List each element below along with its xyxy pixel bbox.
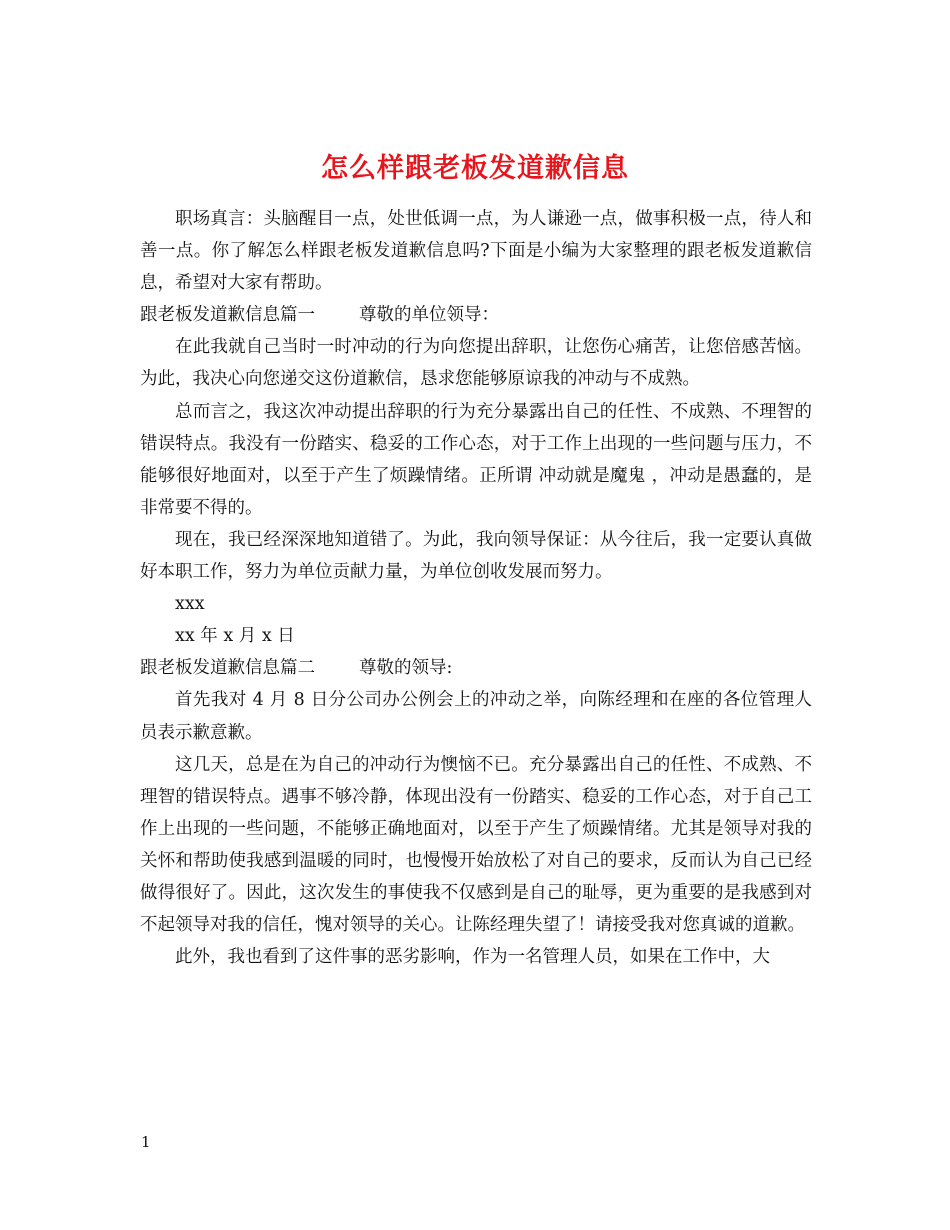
section2-paragraph-3: 此外，我也看到了这件事的恶劣影响，作为一名管理人员，如果在工作中，大 xyxy=(175,947,770,968)
section2-paragraph-2: 这几天，总是在为自己的冲动行为懊恼不已。充分暴露出自己的任性、不成熟、不理智的错误特点。遇事不够冷静，体现出没有一份踏实、稳妥的工作心态，对于自己工作上出现的一些问题，不能够正确地面对，以至于产生了烦躁情绪。尤其是领导对我的关怀和帮助使我感到温暖的同时，也慢慢开始放松了对自己的要求，反而认为自己已经做得很好了。因此，这次发生的事使我不仅感到是自己的耻辱，更为重要的是我感到对不起领导对我的信任，愧对领导的关心。让陈经理失望了！请接受我对您真诚的道歉。 xyxy=(140,754,812,936)
section1-date: xx 年 x 月 x 日 xyxy=(175,626,295,647)
section1-header-line xyxy=(140,299,812,331)
section2-header-line xyxy=(140,652,812,684)
section1-heading: 跟老板发道歉信息篇一 xyxy=(140,305,315,326)
section1-paragraph-3: 现在，我已经深深地知道错了。为此，我向领导保证：从今往后，我一定要认真做好本职工作，努力为单位贡献力量，为单位创收发展而努力。 xyxy=(140,529,812,583)
document-title: 怎么样跟老板发道歉信息 xyxy=(321,153,629,185)
page-number: 1 xyxy=(141,1133,151,1151)
section2-salutation: 尊敬的领导: xyxy=(359,658,453,679)
section1-paragraph-1: 在此我就自己当时一时冲动的行为向您提出辞职，让您伤心痛苦，让您倍感苦恼。为此，我决心向您递交这份道歉信，恳求您能够原谅我的冲动与不成熟。 xyxy=(140,337,812,390)
section1-paragraph-2: 总而言之，我这次冲动提出辞职的行为充分暴露出自己的任性、不成熟、不理智的错误特点。我没有一份踏实、稳妥的工作心态，对于工作上出现的一些问题与压力，不能够很好地面对，以至于产生了烦躁情绪。正所谓 冲动就是魔鬼 ，冲动是愚蠢的，是非常要不得的。 xyxy=(140,401,812,518)
intro-paragraph: 职场真言：头脑醒目一点，处世低调一点，为人谦逊一点，做事积极一点，待人和善一点。你了解怎么样跟老板发道歉信息吗?下面是小编为大家整理的跟老板发道歉信息，希望对大家有帮助。 xyxy=(140,209,812,294)
document-body xyxy=(140,203,812,973)
section2-paragraph-1: 首先我对 4 月 8 日分公司办公例会上的冲动之举，向陈经理和在座的各位管理人员表示歉意歉。 xyxy=(140,690,812,743)
section2-heading: 跟老板发道歉信息篇二 xyxy=(140,658,315,679)
section1-salutation: 尊敬的单位领导： xyxy=(359,305,499,326)
section1-signature: xxx xyxy=(175,594,205,615)
